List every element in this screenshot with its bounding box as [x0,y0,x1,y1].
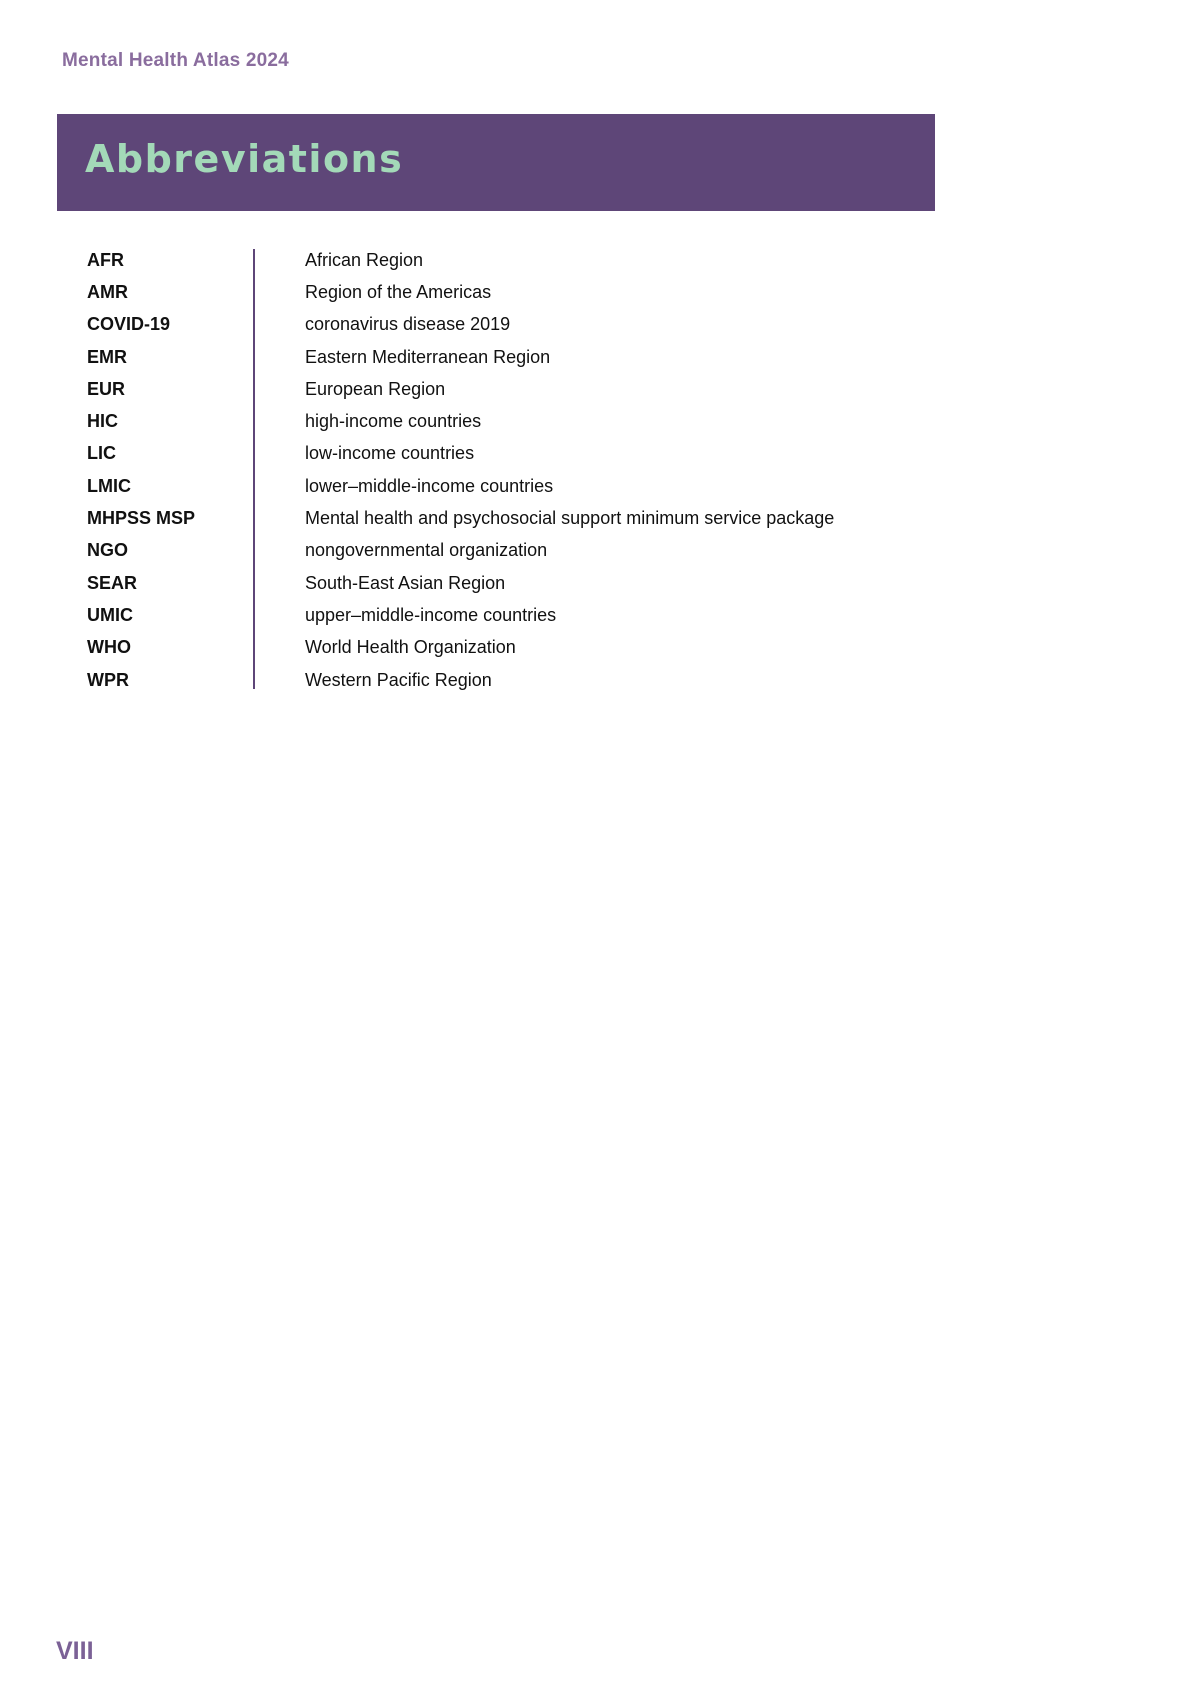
abbreviation-definition: low-income countries [305,443,475,464]
abbreviation-row [87,632,907,664]
section-title-banner [57,114,935,211]
abbreviation-row [87,470,907,502]
abbreviation-term: LIC [87,443,116,464]
abbreviation-definition: World Health Organization [305,637,516,658]
abbreviation-row [87,341,907,373]
abbreviation-row [87,309,907,341]
abbreviation-term: WPR [87,669,129,690]
abbreviation-term: WHO [87,637,131,658]
abbreviation-definition: upper–middle-income countries [305,604,557,625]
abbreviation-row [87,276,907,308]
abbreviation-row [87,373,907,405]
abbreviation-row [87,244,907,276]
abbreviation-term: HIC [87,411,118,432]
abbreviation-term: MHPSS MSP [87,508,196,529]
abbreviation-term: AMR [87,281,128,302]
abbreviation-definition: nongovernmental organization [305,540,548,561]
abbreviation-row [87,535,907,567]
page-number: VIII [56,1637,94,1665]
abbreviation-term: COVID-19 [87,314,171,335]
abbreviation-row [87,502,907,534]
abbreviation-definition: Western Pacific Region [305,669,492,690]
abbreviation-term: NGO [87,540,129,561]
abbreviation-row [87,599,907,631]
abbreviation-definition: European Region [305,378,446,399]
abbreviation-definition: Eastern Mediterranean Region [305,346,551,367]
abbreviation-term: UMIC [87,604,133,625]
abbreviation-row [87,405,907,437]
abbreviation-term: EUR [87,378,126,399]
abbreviation-row [87,567,907,599]
abbreviation-term: AFR [87,249,124,270]
abbreviation-definition: lower–middle-income countries [305,475,554,496]
abbreviation-row [87,438,907,470]
abbreviation-term: SEAR [87,572,138,593]
abbreviation-definition: Region of the Americas [305,281,492,302]
abbreviation-definition: South-East Asian Region [305,572,506,593]
abbreviation-term: EMR [87,346,127,367]
abbreviation-definition: coronavirus disease 2019 [305,314,511,335]
running-header: Mental Health Atlas 2024 [62,50,289,71]
abbreviation-definition: Mental health and psychosocial support minimum service package [305,508,835,529]
abbreviation-definition: African Region [305,249,424,270]
abbreviation-term: LMIC [87,475,131,496]
section-title: Abbreviations [85,137,404,181]
abbreviation-definition: high-income countries [305,411,482,432]
abbreviation-list [87,244,907,696]
abbreviation-row [87,664,907,696]
